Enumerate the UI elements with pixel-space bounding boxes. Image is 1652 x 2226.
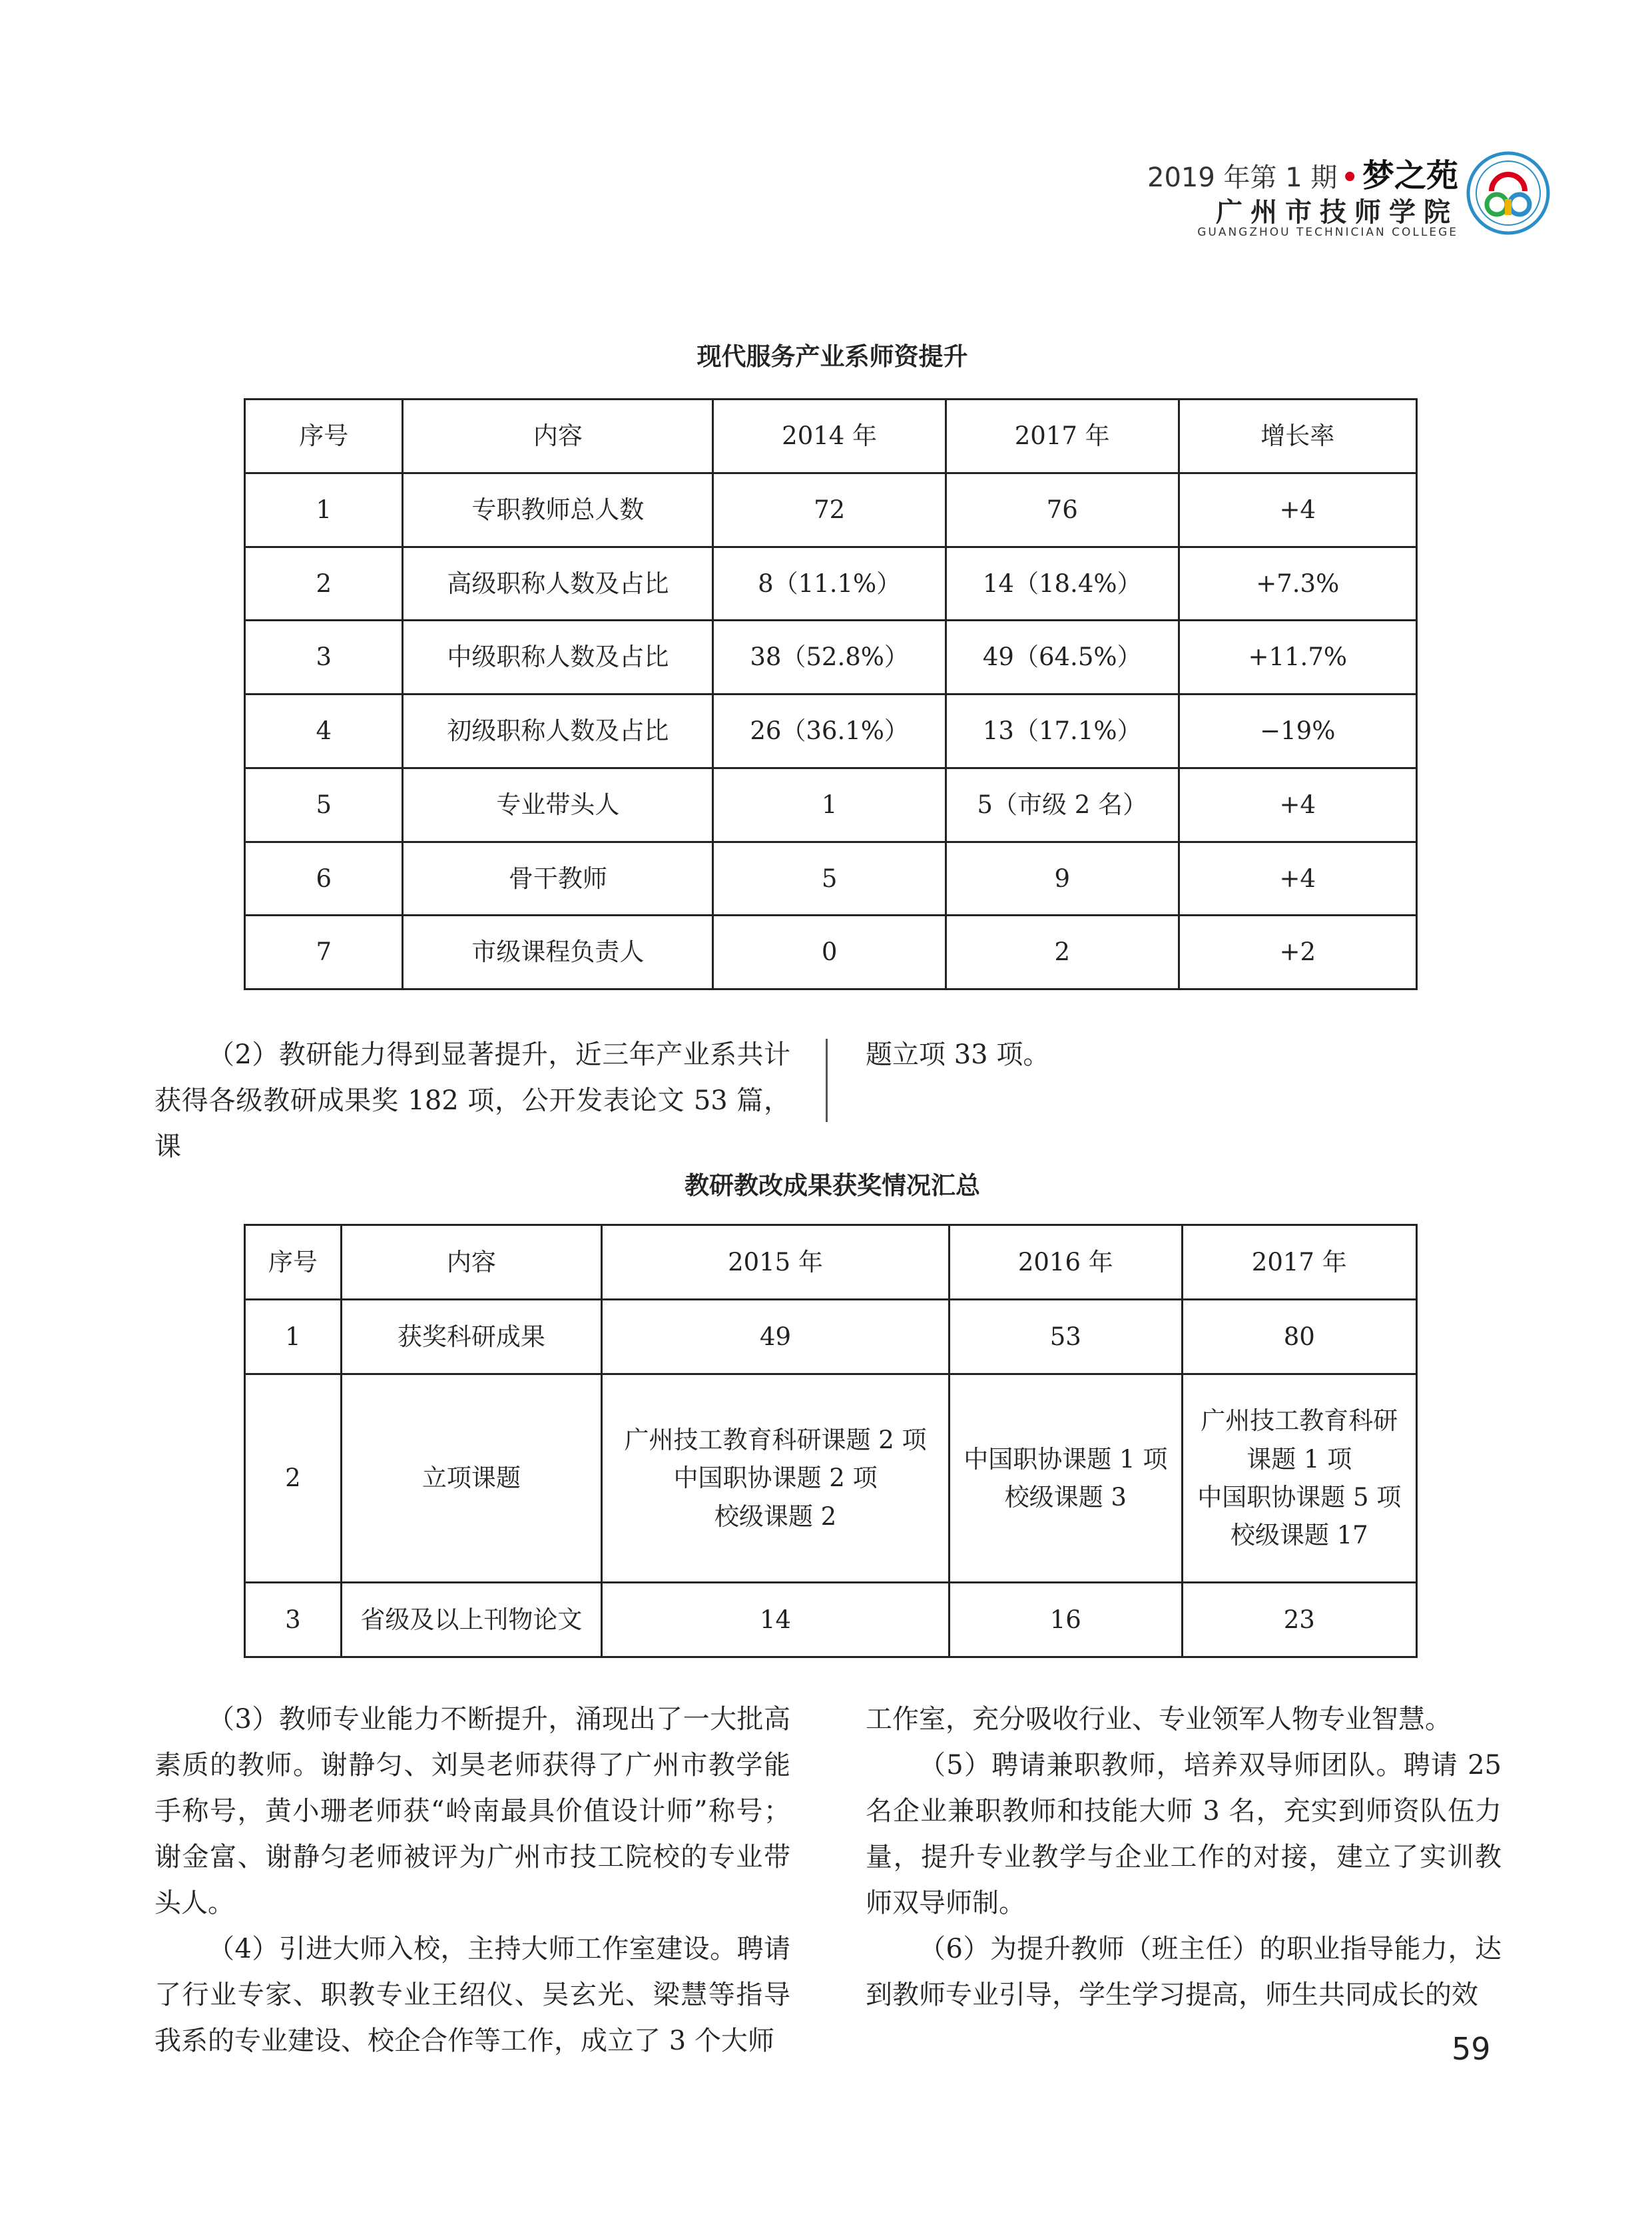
table-cell: +4 xyxy=(1179,768,1417,842)
table-row xyxy=(245,768,1417,842)
paragraph: 题立项 33 项。 xyxy=(866,1039,1050,1070)
para2-right xyxy=(866,1032,1502,1078)
header-issue: 2019 年第 1 期 xyxy=(1147,162,1338,193)
header-magazine: 梦之苑 xyxy=(1362,157,1458,194)
paragraph: （4）引进大师入校，主持大师工作室建设。聘请了行业专家、职教专业王绍仪、吴玄光、梁慧等指导我系的专业建设、校企合作等工作，成立了 3 个大师 xyxy=(154,1934,790,2056)
table-cell: 23 xyxy=(1182,1582,1416,1657)
cell-line: 校级课题 3 xyxy=(1004,1483,1127,1512)
table-cell: 7 xyxy=(245,916,403,989)
table-cell: 1 xyxy=(713,768,946,842)
cell-line: 中国职协课题 5 项 xyxy=(1197,1483,1402,1512)
table-cell: 13（17.1%） xyxy=(946,695,1179,768)
cell-line: 广州技工教育科研课题 2 项 xyxy=(624,1425,927,1454)
table-cell: 骨干教师 xyxy=(403,842,713,916)
table-cell: 立项课题 xyxy=(341,1374,601,1583)
page-number: 59 xyxy=(1452,2031,1491,2067)
table-row xyxy=(245,1300,1417,1374)
column-divider xyxy=(826,1039,828,1122)
table-cell: 初级职称人数及占比 xyxy=(403,695,713,768)
table-row xyxy=(245,916,1417,989)
body-left-column xyxy=(154,1697,790,2064)
header-cell: 序号 xyxy=(245,1225,342,1300)
table-cell xyxy=(950,1374,1182,1583)
table-cell: 6 xyxy=(245,842,403,916)
paragraph: 工作室，充分吸收行业、专业领军人物专业智慧。 xyxy=(866,1704,1452,1735)
paragraph: （2）教研能力得到显著提升，近三年产业系共计获得各级教研成果奖 182 项，公开发表论文 53 篇，课 xyxy=(154,1039,790,1162)
header-dot: • xyxy=(1341,162,1358,193)
college-logo-icon xyxy=(1465,150,1551,236)
table-row xyxy=(245,842,1417,916)
header-college-cn: 广州市技师学院 xyxy=(1216,197,1458,228)
research-awards-table xyxy=(244,1224,1418,1658)
table-cell: 0 xyxy=(713,916,946,989)
table-cell: 4 xyxy=(245,695,403,768)
table-cell: 72 xyxy=(713,473,946,547)
table-cell: 中级职称人数及占比 xyxy=(403,621,713,695)
table-cell: 53 xyxy=(950,1300,1182,1374)
body-right-column xyxy=(866,1697,1502,2018)
table-cell: 1 xyxy=(245,473,403,547)
paragraph: （3）教师专业能力不断提升，涌现出了一大批高素质的教师。谢静匀、刘昊老师获得了广州市教学能手称号，黄小珊老师获“岭南最具价值设计师”称号；谢金富、谢静匀老师被评为广州市技工院校的专业带头人。 xyxy=(154,1704,790,1918)
header-cell: 序号 xyxy=(245,400,403,473)
table-cell: 76 xyxy=(946,473,1179,547)
table2-caption: 教研教改成果获奖情况汇总 xyxy=(685,1171,980,1200)
table-cell: 获奖科研成果 xyxy=(341,1300,601,1374)
table-row xyxy=(245,547,1417,621)
header-college-en: GUANGZHOU TECHNICIAN COLLEGE xyxy=(1197,226,1458,239)
table-row xyxy=(245,473,1417,547)
cell-line: 课题 1 项 xyxy=(1246,1444,1352,1474)
paragraph: （5）聘请兼职教师，培养双导师团队。聘请 25 名企业兼职教师和技能大师 3 名，充实到师资队伍力量，提升专业教学与企业工作的对接，建立了实训教师双导师制。 xyxy=(866,1750,1502,1918)
table-cell: 49（64.5%） xyxy=(946,621,1179,695)
table-row xyxy=(245,1582,1417,1657)
table-header-row xyxy=(245,400,1417,473)
header-cell: 内容 xyxy=(341,1225,601,1300)
teacher-stats-table xyxy=(244,398,1418,990)
table-cell: 2 xyxy=(245,547,403,621)
table-cell: 49 xyxy=(602,1300,950,1374)
table-cell: −19% xyxy=(1179,695,1417,768)
header-cell: 2017 年 xyxy=(946,400,1179,473)
header-cell: 2016 年 xyxy=(950,1225,1182,1300)
paragraph: （6）为提升教师（班主任）的职业指导能力，达到教师专业引导，学生学习提高，师生共同成长的效 xyxy=(866,1934,1502,2010)
table-cell: 2 xyxy=(245,1374,342,1583)
header-issue-line xyxy=(1147,150,1458,196)
table-cell: 26（36.1%） xyxy=(713,695,946,768)
table-cell: +11.7% xyxy=(1179,621,1417,695)
table-cell xyxy=(602,1374,950,1583)
table-row xyxy=(245,621,1417,695)
table-cell: 1 xyxy=(245,1300,342,1374)
table-cell: +7.3% xyxy=(1179,547,1417,621)
table-cell: 9 xyxy=(946,842,1179,916)
table-cell: 2 xyxy=(946,916,1179,989)
header-cell: 2017 年 xyxy=(1182,1225,1416,1300)
table-cell: 专业带头人 xyxy=(403,768,713,842)
table-cell: 市级课程负责人 xyxy=(403,916,713,989)
table-cell: 5 xyxy=(713,842,946,916)
table-cell: 5 xyxy=(245,768,403,842)
cell-line: 中国职协课题 1 项 xyxy=(964,1444,1168,1474)
table-row xyxy=(245,695,1417,768)
cell-line: 中国职协课题 2 项 xyxy=(673,1464,878,1493)
table-cell xyxy=(1182,1374,1416,1583)
table1-caption: 现代服务产业系师资提升 xyxy=(696,342,968,371)
table-cell: 80 xyxy=(1182,1300,1416,1374)
table-cell: 16 xyxy=(950,1582,1182,1657)
table-cell: 专职教师总人数 xyxy=(403,473,713,547)
table-cell: +4 xyxy=(1179,473,1417,547)
table-cell: 3 xyxy=(245,621,403,695)
cell-line: 校级课题 17 xyxy=(1230,1521,1368,1550)
cell-line: 广州技工教育科研 xyxy=(1201,1406,1398,1436)
table-cell: 5（市级 2 名） xyxy=(946,768,1179,842)
table-cell: 38（52.8%） xyxy=(713,621,946,695)
table-cell: 3 xyxy=(245,1582,342,1657)
header-cell: 2014 年 xyxy=(713,400,946,473)
page-header xyxy=(1032,150,1458,243)
table-cell: 高级职称人数及占比 xyxy=(403,547,713,621)
header-cell: 增长率 xyxy=(1179,400,1417,473)
table-cell: 8（11.1%） xyxy=(713,547,946,621)
table-cell: +2 xyxy=(1179,916,1417,989)
table-cell: 14（18.4%） xyxy=(946,547,1179,621)
table-cell: +4 xyxy=(1179,842,1417,916)
header-cell: 内容 xyxy=(403,400,713,473)
table-header-row xyxy=(245,1225,1417,1300)
table-cell: 省级及以上刊物论文 xyxy=(341,1582,601,1657)
table-row xyxy=(245,1374,1417,1583)
table-cell: 14 xyxy=(602,1582,950,1657)
header-cell: 2015 年 xyxy=(602,1225,950,1300)
cell-line: 校级课题 2 xyxy=(714,1502,837,1531)
para2-left xyxy=(154,1032,790,1170)
